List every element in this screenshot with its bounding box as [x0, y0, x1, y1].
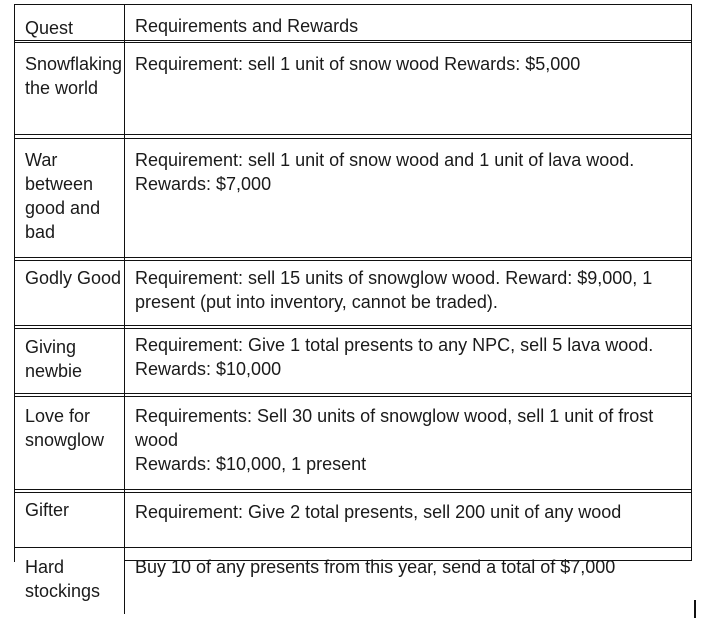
quest-requirement: Requirement: sell 1 unit of snow wood and 1 unit of lava wood. Rewards: $7,000 — [135, 150, 635, 194]
row-divider — [14, 547, 692, 548]
quest-name: Snowflaking the world — [25, 54, 123, 98]
row-divider — [14, 134, 692, 135]
row-divider — [14, 393, 692, 394]
quest-name: War between good and bad — [25, 150, 101, 242]
table-border-top — [14, 4, 692, 5]
quest-reward: Rewards: $10,000, 1 present — [135, 454, 367, 474]
quest-name: Hard stockings — [25, 557, 101, 601]
quest-requirement: Requirement: Give 2 total presents, sell 200 unit of any wood — [135, 502, 622, 522]
quest-name: Love for snowglow — [25, 406, 105, 450]
row-divider — [14, 328, 692, 329]
row-divider — [14, 325, 692, 326]
quest-requirement: Requirements: Sell 30 units of snowglow wood, sell 1 unit of frost wood — [135, 406, 654, 450]
quest-name: Giving newbie — [25, 337, 83, 381]
table-border-left — [14, 4, 15, 562]
table-border-right — [691, 4, 692, 561]
header-divider-2 — [14, 42, 692, 43]
quest-name: Godly Good — [25, 268, 122, 288]
quest-requirement: Requirement: sell 15 units of snowglow wood. Reward: $9,000, 1 present (put into inventory, cannot be traded). — [135, 268, 653, 312]
text-cursor — [694, 600, 696, 618]
quest-table — [14, 4, 692, 614]
row-divider — [14, 260, 692, 261]
quest-requirement: Buy 10 of any presents from this year, send a total of $7,000 — [135, 557, 616, 577]
header-quest: Quest — [25, 18, 74, 38]
row-divider — [14, 257, 692, 258]
quest-name: Gifter — [25, 500, 70, 520]
row-divider — [14, 396, 692, 397]
quest-requirement: Requirement: sell 1 unit of snow wood Rewards: $5,000 — [135, 54, 581, 74]
header-requirements: Requirements and Rewards — [135, 16, 359, 36]
quest-requirement: Requirement: Give 1 total presents to any NPC, sell 5 lava wood. Rewards: $10,000 — [135, 335, 654, 379]
row-divider — [14, 138, 692, 139]
header-divider — [14, 40, 692, 41]
row-divider — [14, 492, 692, 493]
row-divider — [14, 489, 692, 490]
